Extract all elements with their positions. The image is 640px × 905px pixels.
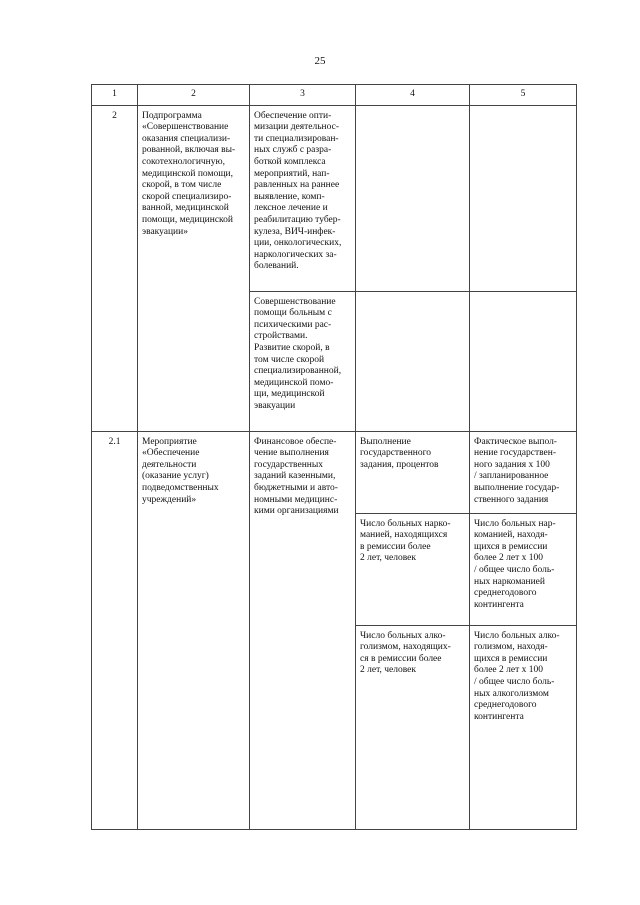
page-number: 25 (314, 55, 326, 67)
indicator-name: Число больных алко- голизмом, находящих- ся в ремиссии более 2 лет, человек (356, 625, 470, 829)
indicator-formula: Число больных нар- команией, находя- щихся в ремиссии более 2 лет х 100 / общее число боль- ных наркоманией среднегодового контингента (470, 513, 577, 625)
row-number: 2 (92, 105, 138, 431)
indicator-formula: Фактическое выпол- нение государствен- ного задания х 100 / запланированное выполнение государ- ственного задания (470, 431, 577, 513)
header-cell: 4 (356, 85, 470, 106)
header-cell: 2 (138, 85, 250, 106)
indicator-formula: Число больных алко- голизмом, находя- щихся в ремиссии более 2 лет х 100 / общее число боль- ных алкоголизмом среднегодового контингента (470, 625, 577, 829)
program-goal: Обеспечение опти- мизации деятельнос- ти специализирован- ных служб с разра- боткой комплекса мероприятий, нап- равленных на раннее выявление, комп- лексное лечение и реабилитацию тубер- кулеза, ВИЧ-инфек- ции, онкологических, наркологических за- болеваний. (250, 105, 356, 291)
empty-cell (356, 291, 470, 431)
header-cell: 5 (470, 85, 577, 106)
table-row (92, 105, 577, 291)
empty-cell (470, 291, 577, 431)
row-number: 2.1 (92, 431, 138, 829)
empty-cell (470, 105, 577, 291)
program-name: Мероприятие «Обеспечение деятельности (оказание услуг) подведомственных учреждений» (138, 431, 250, 829)
program-name: Подпрограмма «Совершенствование оказания специализи- рованной, включая вы- сокотехнологичную, медицинской помощи, скорой, в том числе скорой специализиро- ванной, медицинской помощи, медицинской эвакуации» (138, 105, 250, 431)
header-cell: 3 (250, 85, 356, 106)
table-header-row (92, 85, 577, 106)
program-goal: Совершенствование помощи больным с психическими рас- стройствами. Развитие скорой, в том числе скорой специализированной, медицинской помо- щи, медицинской эвакуации (250, 291, 356, 431)
indicators-table (91, 84, 577, 830)
program-goal: Финансовое обеспе- чение выполнения государственных заданий казенными, бюджетными и авто- номными медицинс- кими организациями (250, 431, 356, 829)
indicator-name: Число больных нарко- манией, находящихся в ремиссии более 2 лет, человек (356, 513, 470, 625)
header-cell: 1 (92, 85, 138, 106)
table-row (92, 431, 577, 513)
indicator-name: Выполнение государственного задания, процентов (356, 431, 470, 513)
empty-cell (356, 105, 470, 291)
